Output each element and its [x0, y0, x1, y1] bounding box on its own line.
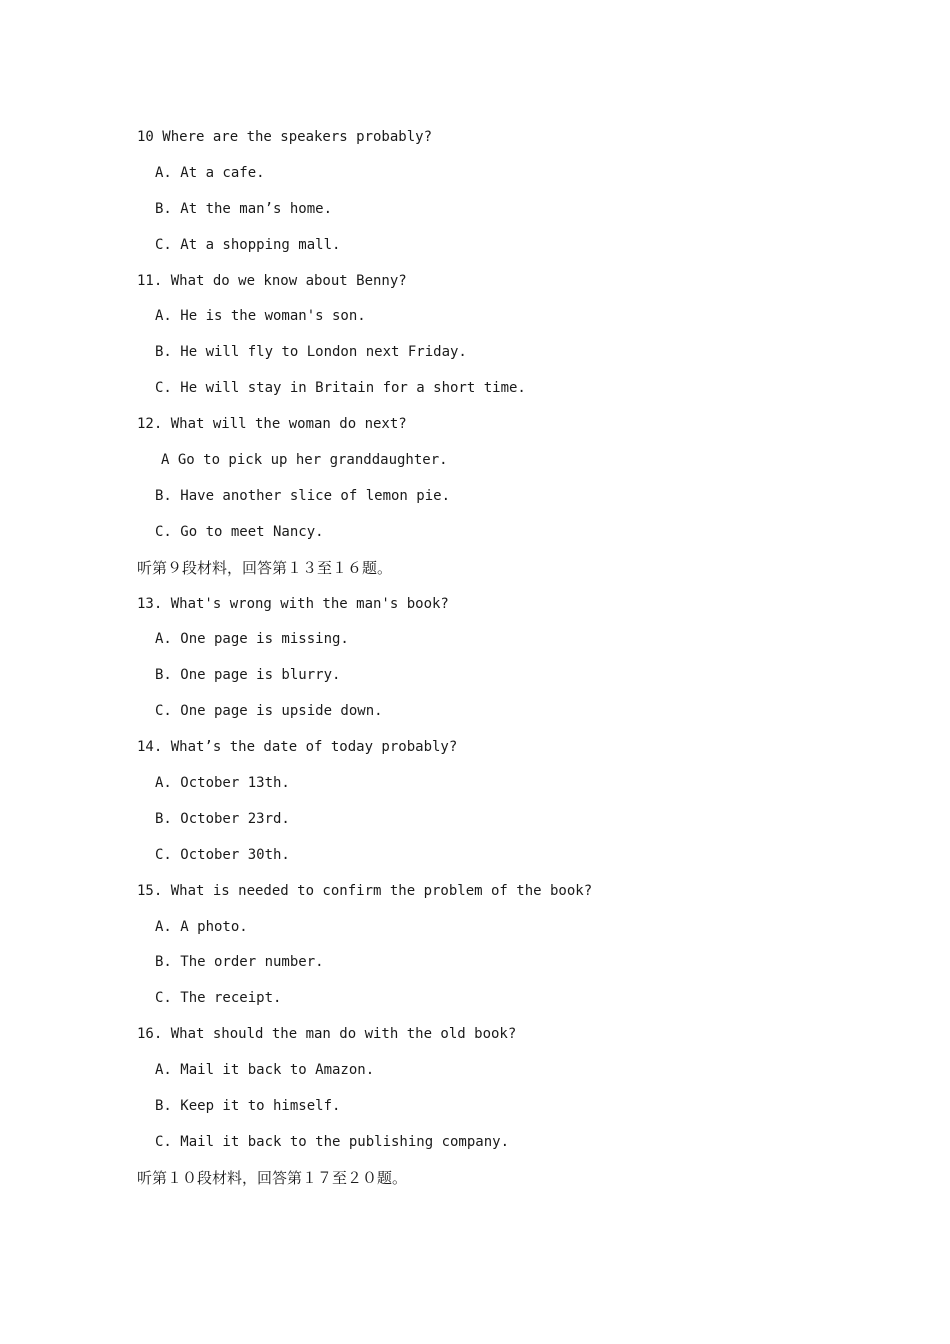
question-11: 11. What do we know about Benny? [137, 272, 407, 289]
option-15-b: B. The order number. [155, 954, 324, 971]
option-16-b: B. Keep it to himself. [155, 1098, 341, 1115]
option-13-b: B. One page is blurry. [155, 667, 341, 684]
option-14-a: A. October 13th. [155, 775, 290, 792]
option-11-b: B. He will fly to London next Friday. [155, 344, 467, 361]
option-16-c: C. Mail it back to the publishing company. [155, 1133, 510, 1150]
option-13-c: C. One page is upside down. [155, 703, 383, 720]
option-13-a: A. One page is missing. [155, 631, 349, 648]
option-10-c: C. At a shopping mall. [155, 236, 341, 253]
question-13: 13. What's wrong with the man's book? [137, 595, 449, 612]
option-14-b: B. October 23rd. [155, 810, 290, 827]
question-10: 10 Where are the speakers probably? [137, 129, 433, 145]
option-14-c: C. October 30th. [155, 846, 290, 863]
option-16-a: A. Mail it back to Amazon. [155, 1062, 375, 1079]
option-11-a: A. He is the woman's son. [155, 308, 366, 325]
exam-page [137, 124, 897, 1201]
option-12-c: C. Go to meet Nancy. [155, 523, 324, 540]
option-10-b: B. At the man’s home. [155, 200, 333, 217]
question-16: 16. What should the man do with the old book? [137, 1026, 517, 1043]
option-10-a: A. At a cafe. [155, 164, 265, 181]
section-instruction-10: 听第１０段材料，回答第１７至２０题。 [137, 1168, 408, 1187]
question-12: 12. What will the woman do next? [137, 416, 407, 433]
option-15-a: A. A photo. [155, 918, 248, 935]
option-11-c: C. He will stay in Britain for a short time. [155, 380, 526, 397]
option-12-b: B. Have another slice of lemon pie. [155, 487, 451, 504]
question-15: 15. What is needed to confirm the problem of the book? [137, 882, 593, 899]
question-14: 14. What’s the date of today probably? [137, 739, 458, 756]
section-instruction-9: 听第９段材料，回答第１３至１６题。 [137, 558, 393, 577]
option-12-a: A Go to pick up her granddaughter. [161, 452, 448, 469]
option-15-c: C. The receipt. [155, 990, 282, 1007]
